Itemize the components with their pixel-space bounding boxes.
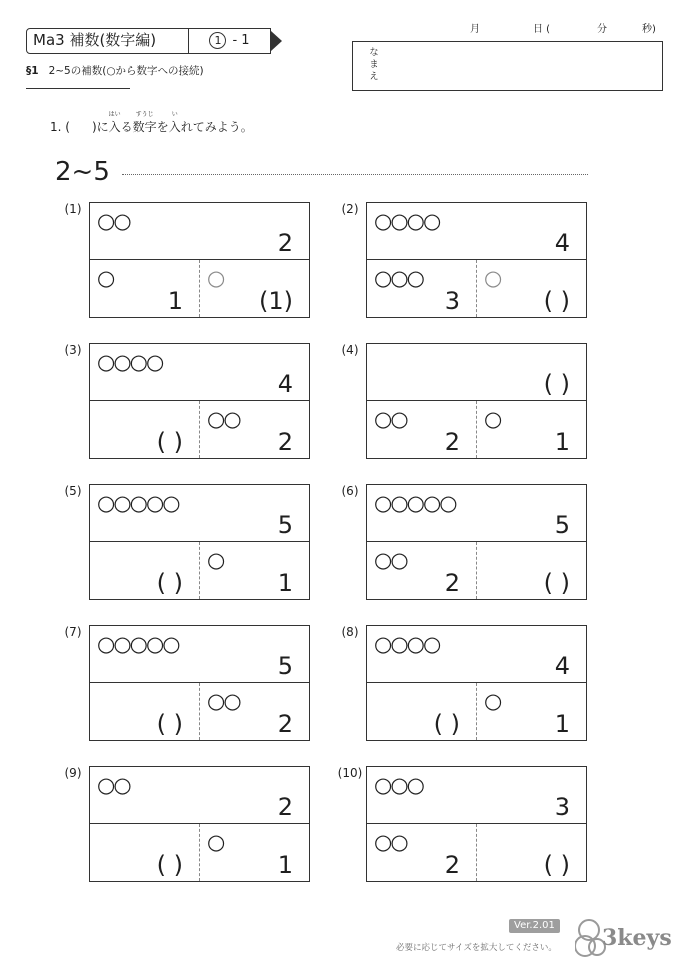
date-month-label: 月 <box>470 24 480 35</box>
version-badge: Ver.2.01 <box>509 919 560 933</box>
left-part-cell <box>90 260 200 317</box>
total-cell <box>367 344 586 401</box>
total-cell <box>367 626 586 683</box>
right-part-cell <box>200 683 309 740</box>
problem-box <box>89 484 310 600</box>
left-part-cell <box>90 683 200 740</box>
ruby-reading: すうじ <box>135 111 154 118</box>
problem-box <box>366 625 587 741</box>
problem-box <box>89 766 310 882</box>
ruby-reading: はい <box>108 111 121 118</box>
total-value: 2 <box>277 229 293 257</box>
right-part-cell <box>200 824 309 881</box>
page-number-circle: 1 <box>209 32 226 49</box>
circles: ○○ <box>374 407 407 431</box>
problem-label: (9) <box>64 766 82 780</box>
problem-label: (5) <box>64 484 82 498</box>
ruby-base: 入 <box>168 120 181 134</box>
date-second-label: 秒) <box>642 24 656 35</box>
circles: ○○ <box>374 830 407 854</box>
total-cell <box>90 767 309 824</box>
total-value: 4 <box>277 370 293 398</box>
range-heading: 2~5 <box>55 157 110 187</box>
left-part-cell <box>90 824 200 881</box>
total-value: 5 <box>277 652 293 680</box>
logo-text: 3keys <box>602 925 672 951</box>
problem-label: (1) <box>64 202 82 216</box>
problem-label: (4) <box>341 343 359 357</box>
problem-label: (3) <box>64 343 82 357</box>
right-part-cell <box>477 542 586 599</box>
left-part-value: 2 <box>444 569 460 597</box>
problem-label: (6) <box>341 484 359 498</box>
answer-blank[interactable]: ( ) <box>543 370 570 398</box>
heading-dotted-line <box>122 174 588 175</box>
left-part-cell <box>367 824 477 881</box>
section-title: 2~5の補数(○から数字への接続) <box>48 65 204 77</box>
circles: ○○○ <box>374 773 423 797</box>
circles: ○ <box>97 266 114 290</box>
ruby-base: 入 <box>108 120 121 134</box>
name-label: なまえ <box>369 48 379 82</box>
circles: ○○ <box>374 548 407 572</box>
problem-box <box>366 484 587 600</box>
date-minute-label: 分 <box>597 24 607 35</box>
left-part-value: 2 <box>444 851 460 879</box>
total-value: 5 <box>554 511 570 539</box>
ruby-suuji <box>132 111 157 135</box>
resize-note: 必要に応じてサイズを拡大してください。 <box>396 943 557 953</box>
left-part-cell <box>367 260 477 317</box>
instruction-text-3: を <box>156 120 169 134</box>
worksheet-title: Ma3 補数(数字編) <box>33 31 157 49</box>
page-number <box>189 28 271 54</box>
section-mark: §1 <box>26 65 39 77</box>
right-part-cell <box>200 401 309 458</box>
right-part-cell <box>477 260 586 317</box>
total-cell <box>90 626 309 683</box>
circles: ○○ <box>207 407 240 431</box>
circles: ○ <box>484 266 501 290</box>
left-part-cell <box>367 542 477 599</box>
name-field[interactable] <box>352 41 663 91</box>
circles: ○○ <box>207 689 240 713</box>
circles: ○ <box>207 830 224 854</box>
total-cell <box>367 203 586 260</box>
ruby-reading: い <box>171 111 178 118</box>
circles: ○○○○ <box>97 350 163 374</box>
right-part-cell <box>200 542 309 599</box>
instruction-text-4: れてみよう。 <box>180 120 253 134</box>
problem-label: (8) <box>341 625 359 639</box>
section-underline <box>26 88 130 89</box>
right-part-cell <box>477 401 586 458</box>
circles: ○○○○○ <box>374 491 456 515</box>
problem-label: (7) <box>64 625 82 639</box>
total-cell <box>367 485 586 542</box>
circles: ○○○○ <box>374 632 440 656</box>
right-part-value: 1 <box>554 428 570 456</box>
total-value: 2 <box>277 793 293 821</box>
instruction-text-2: る <box>120 120 133 134</box>
right-part-value: 1 <box>554 710 570 738</box>
circles: ○ <box>484 407 501 431</box>
problem-box <box>366 202 587 318</box>
circles: ○○○○ <box>374 209 440 233</box>
page-number-suffix: - 1 <box>232 33 250 48</box>
answer-blank[interactable]: ( ) <box>543 569 570 597</box>
problem-box <box>89 202 310 318</box>
problem-box <box>366 766 587 882</box>
right-part-value: 1 <box>277 851 293 879</box>
right-part-value: 2 <box>277 710 293 738</box>
problem-label: (10) <box>337 766 363 780</box>
left-part-cell <box>367 683 477 740</box>
answer-blank[interactable]: ( ) <box>156 851 183 879</box>
problem-label: (2) <box>341 202 359 216</box>
instruction-number: 1. ( <box>50 120 70 134</box>
circles: ○○○○○ <box>97 491 179 515</box>
left-part-value: 3 <box>444 287 460 315</box>
date-day-label: 日 ( <box>533 24 551 35</box>
ruby-ireru <box>168 111 181 135</box>
problem-box <box>89 343 310 459</box>
answer-blank[interactable]: ( ) <box>433 710 460 738</box>
answer-blank[interactable]: ( ) <box>156 710 183 738</box>
total-value: 4 <box>554 652 570 680</box>
right-part-value: 2 <box>277 428 293 456</box>
circles: ○○○ <box>374 266 423 290</box>
circles: ○○○○○ <box>97 632 179 656</box>
worksheet-title-tab <box>26 28 189 54</box>
problem-box <box>366 343 587 459</box>
instruction-text-1: )に <box>91 120 109 134</box>
total-cell <box>367 767 586 824</box>
instruction <box>50 111 253 135</box>
total-cell <box>90 203 309 260</box>
circles: ○ <box>207 548 224 572</box>
answer-blank[interactable]: (1) <box>259 287 293 315</box>
right-part-cell <box>477 824 586 881</box>
ruby-hairu <box>108 111 121 135</box>
left-part-cell <box>90 401 200 458</box>
left-part-cell <box>90 542 200 599</box>
answer-blank[interactable]: ( ) <box>543 851 570 879</box>
circles: ○ <box>484 689 501 713</box>
ruby-base: 数字 <box>132 120 157 134</box>
section-heading <box>26 63 204 78</box>
total-value: 5 <box>277 511 293 539</box>
circles: ○○ <box>97 773 130 797</box>
total-cell <box>90 485 309 542</box>
right-part-cell <box>477 683 586 740</box>
answer-blank[interactable]: ( ) <box>156 569 183 597</box>
problem-box <box>89 625 310 741</box>
answer-blank[interactable]: ( ) <box>543 287 570 315</box>
left-part-value: 2 <box>444 428 460 456</box>
circles: ○ <box>207 266 224 290</box>
right-part-value: 1 <box>277 569 293 597</box>
answer-blank[interactable]: ( ) <box>156 428 183 456</box>
left-part-cell <box>367 401 477 458</box>
arrow-icon <box>271 31 282 51</box>
circles: ○○ <box>97 209 130 233</box>
total-cell <box>90 344 309 401</box>
left-part-value: 1 <box>167 287 183 315</box>
total-value: 4 <box>554 229 570 257</box>
total-value: 3 <box>554 793 570 821</box>
right-part-cell <box>200 260 309 317</box>
